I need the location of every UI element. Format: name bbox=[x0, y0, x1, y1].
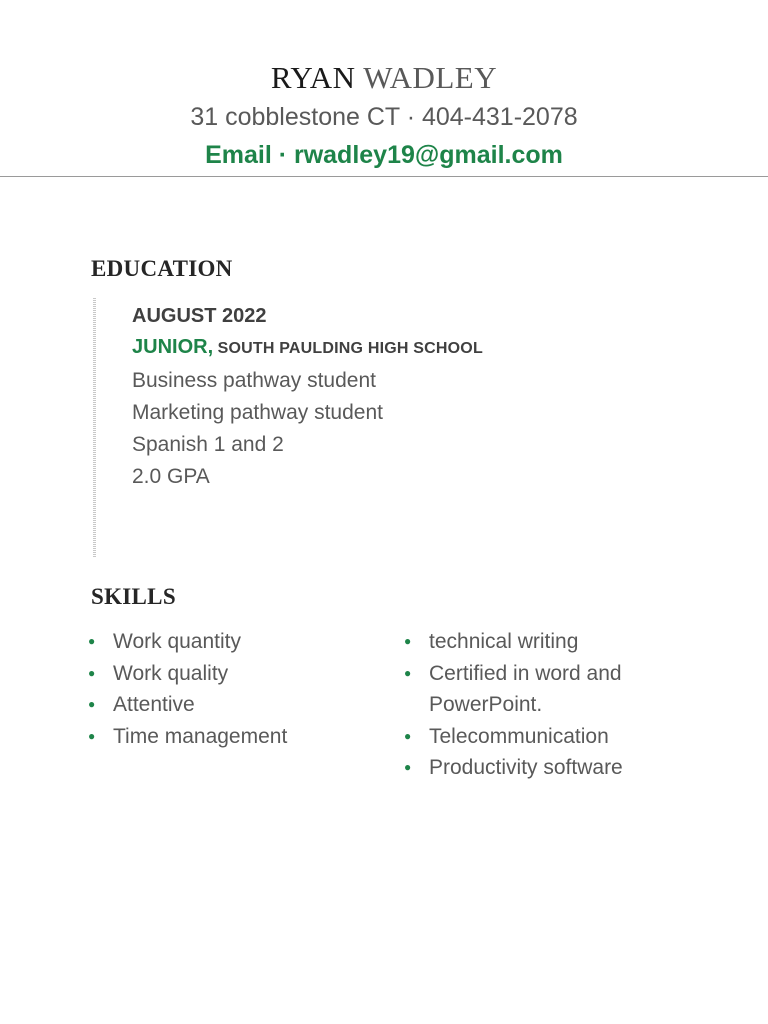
skill-text: technical writing bbox=[429, 630, 579, 653]
skills-list-right bbox=[404, 626, 704, 784]
skill-text: Telecommunication bbox=[429, 724, 609, 748]
bullet-icon: ● bbox=[404, 665, 412, 680]
education-heading: EDUCATION bbox=[91, 256, 233, 281]
email-line[interactable]: Email · rwadley19@gmail.com bbox=[205, 141, 563, 169]
bullet-icon: ● bbox=[88, 634, 96, 648]
skill-item bbox=[88, 689, 388, 721]
skill-text: Certified in word and PowerPoint. bbox=[429, 661, 622, 716]
address-phone: 31 cobblestone CT · 404-431-2078 bbox=[190, 103, 578, 131]
bullet-icon: ● bbox=[404, 760, 412, 774]
full-name bbox=[0, 58, 768, 98]
skill-text: Productivity software bbox=[429, 756, 623, 779]
skill-text: Work quality bbox=[113, 661, 229, 685]
bullet-icon: ● bbox=[404, 634, 412, 648]
skill-item bbox=[404, 658, 704, 721]
education-school: SOUTH PAULDING HIGH SCHOOL bbox=[217, 340, 483, 357]
skills-list-left bbox=[88, 626, 388, 752]
resume-header bbox=[0, 58, 768, 174]
skill-text: Time management bbox=[113, 724, 288, 748]
skill-item bbox=[404, 721, 704, 753]
header-divider bbox=[0, 176, 768, 177]
skill-item bbox=[404, 752, 704, 784]
skill-item bbox=[88, 721, 388, 753]
bullet-icon: ● bbox=[88, 697, 96, 711]
skill-item bbox=[404, 626, 704, 658]
education-detail: Business pathway student bbox=[132, 369, 376, 392]
bullet-icon: ● bbox=[404, 728, 412, 743]
skill-item bbox=[88, 658, 388, 690]
bullet-icon: ● bbox=[88, 728, 96, 743]
skill-text: Work quantity bbox=[113, 630, 241, 653]
education-date: AUGUST 2022 bbox=[132, 305, 267, 327]
first-name: RYAN bbox=[270, 60, 356, 95]
education-entry bbox=[132, 301, 712, 493]
education-role bbox=[132, 331, 712, 365]
bullet-icon: ● bbox=[88, 665, 96, 680]
education-degree: JUNIOR, bbox=[132, 336, 214, 358]
skills-heading: SKILLS bbox=[91, 584, 176, 609]
last-name: WADLEY bbox=[363, 60, 498, 95]
skill-item bbox=[88, 626, 388, 658]
education-detail: 2.0 GPA bbox=[132, 465, 210, 488]
skill-text: Attentive bbox=[113, 693, 195, 716]
education-detail: Marketing pathway student bbox=[132, 401, 383, 424]
education-detail: Spanish 1 and 2 bbox=[132, 433, 284, 456]
education-timeline-bar bbox=[93, 298, 96, 558]
